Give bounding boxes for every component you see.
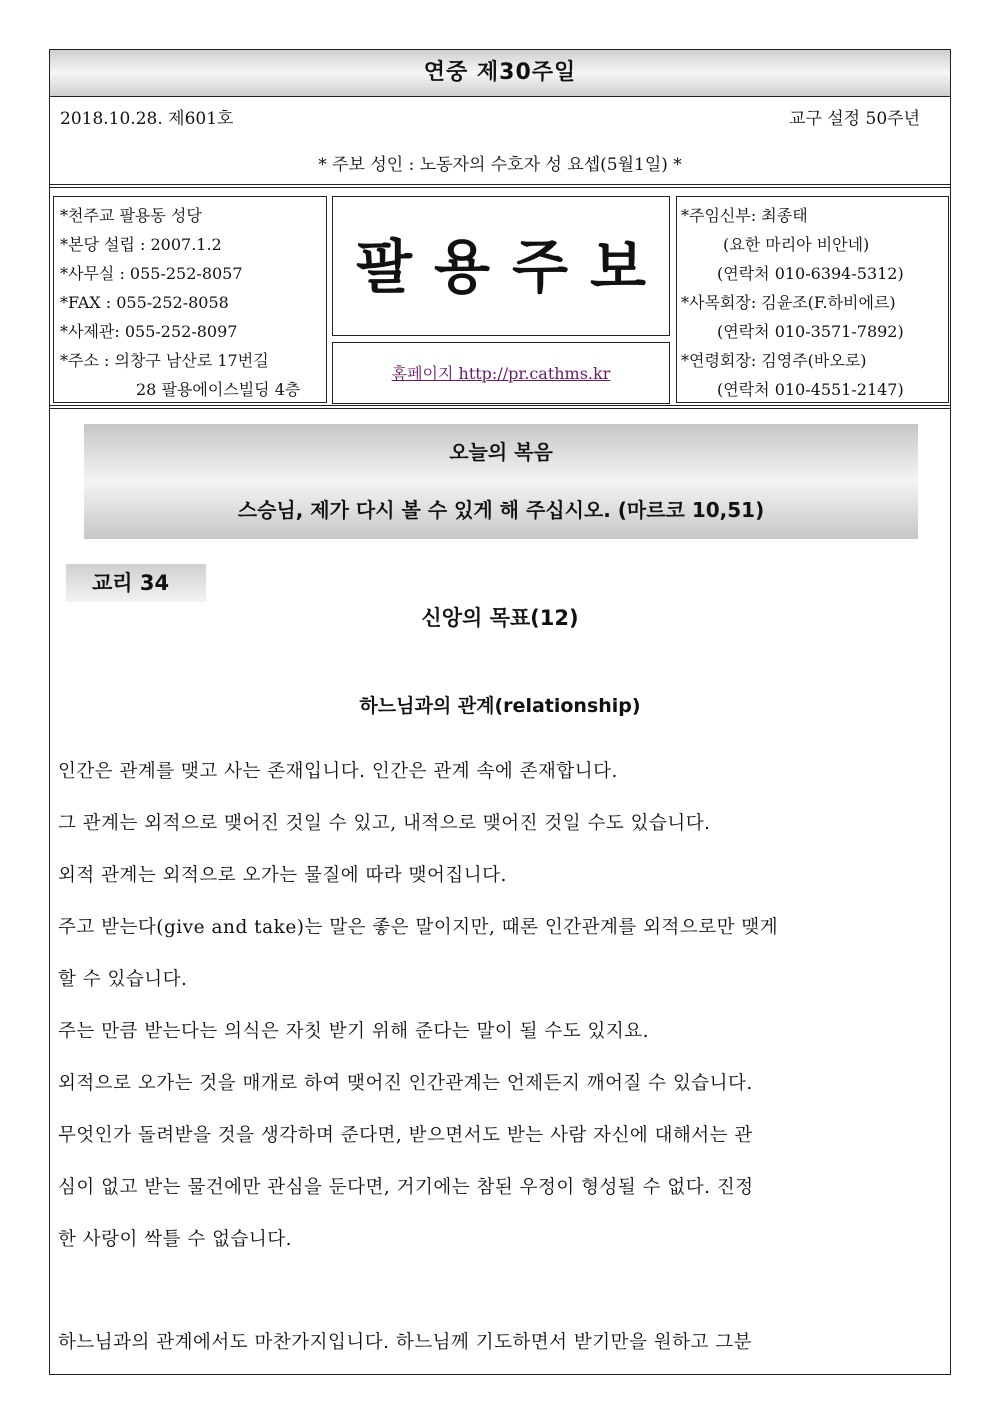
fax-number: *FAX : 055-252-8058 <box>60 293 229 312</box>
parish-info-box <box>53 196 327 403</box>
paragraph-line: 할 수 있습니다. <box>58 969 188 990</box>
pastor: *주임신부: 최종태 <box>681 206 808 225</box>
doctrine-tag: 교리 34 <box>66 564 206 602</box>
paragraph-line: 그 관계는 외적으로 맺어진 것일 수 있고, 내적으로 맺어진 것일 수도 있습니다. <box>58 813 711 834</box>
doctrine-title: 신앙의 목표(12) <box>421 606 579 630</box>
bulletin-name: 팔용주보 <box>355 233 669 301</box>
rectory-phone: *사제관: 055-252-8097 <box>60 322 238 341</box>
divider-top <box>50 184 950 188</box>
gospel-heading: 오늘의 복음 <box>449 440 553 464</box>
pastor-contact: (연락처 010-6394-5312) <box>717 264 904 283</box>
doctrine-subtitle: 하느님과의 관계(relationship) <box>359 695 641 717</box>
paragraph-line: 한 사랑이 싹틀 수 없습니다. <box>58 1229 292 1250</box>
founding-date: *본당 설립 : 2007.1.2 <box>60 235 222 254</box>
paragraph-line: 인간은 관계를 맺고 사는 존재입니다. 인간은 관계 속에 존재합니다. <box>58 761 618 782</box>
funeral-president: *연령회장: 김영주(바오로) <box>681 351 867 370</box>
council-president: *사목회장: 김윤조(F.하비에르) <box>681 293 896 312</box>
homepage-box <box>332 342 670 404</box>
paragraph-line: 외적 관계는 외적으로 오가는 물질에 따라 맺어집니다. <box>58 865 507 886</box>
funeral-contact: (연락처 010-4551-2147) <box>717 380 904 399</box>
parish-name: *천주교 팔용동 성당 <box>60 206 202 225</box>
council-contact: (연락처 010-3571-7892) <box>717 322 904 341</box>
address-line-1: *주소 : 의창구 남산로 17번길 <box>60 351 269 370</box>
homepage-link[interactable]: 홈페이지 http://pr.cathms.kr <box>391 364 611 383</box>
diocese-anniversary: 교구 설정 50주년 <box>789 109 920 129</box>
paragraph-line: 하느님과의 관계에서도 마찬가지입니다. 하느님께 기도하면서 받기만을 원하고 그분 <box>58 1332 753 1353</box>
issue-date: 2018.10.28. 제601호 <box>60 109 234 129</box>
divider-bottom <box>50 405 950 409</box>
office-phone: *사무실 : 055-252-8057 <box>60 264 243 283</box>
paragraph-line: 주는 만큼 받는다는 의식은 자칫 받기 위해 준다는 말이 될 수도 있지요. <box>58 1021 649 1042</box>
sunday-title: 연중 제30주일 <box>50 50 950 97</box>
address-line-2: 28 팔용에이스빌딩 4층 <box>136 380 301 399</box>
gospel-verse: 스승님, 제가 다시 볼 수 있게 해 주십시오. (마르코 10,51) <box>237 498 765 522</box>
paragraph-line: 외적으로 오가는 것을 매개로 하여 맺어진 인간관계는 언제든지 깨어질 수 있습니다. <box>58 1073 753 1094</box>
pastor-baptismal-name: (요한 마리아 비안네) <box>723 235 870 254</box>
paragraph-line: 심이 없고 받는 물건에만 관심을 둔다면, 거기에는 참된 우정이 형성될 수 없다. 진정 <box>58 1177 754 1198</box>
paragraph-line: 주고 받는다(give and take)는 말은 좋은 말이지만, 때론 인간관계를 외적으로만 맺게 <box>58 917 779 938</box>
bulletin-frame <box>49 49 951 1375</box>
contacts-box <box>676 196 949 403</box>
bulletin-name-box <box>332 196 670 336</box>
patron-saint: * 주보 성인 : 노동자의 수호자 성 요셉(5월1일) * <box>318 155 682 175</box>
gospel-banner <box>84 424 918 539</box>
paragraph-line: 무엇인가 돌려받을 것을 생각하며 준다면, 받으면서도 받는 사람 자신에 대해서는 관 <box>58 1125 753 1146</box>
